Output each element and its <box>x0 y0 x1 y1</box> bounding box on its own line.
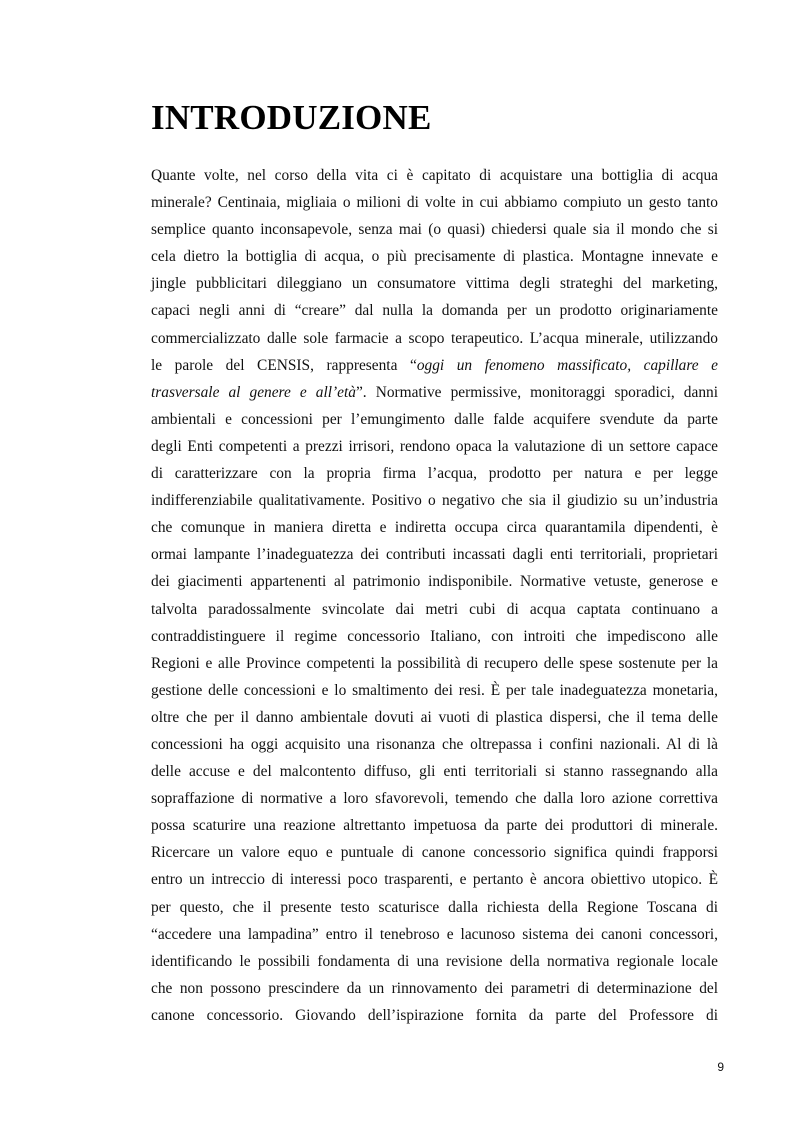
text-line: possa scaturire una reazione altrettanto impetuosa da parte dei produttori di minerale. <box>151 817 718 835</box>
text-line: delle accuse e del malcontento diffuso, gli enti territoriali si stanno rassegnando alla <box>151 763 718 781</box>
text-line: di caratterizzare con la propria firma l’acqua, prodotto per natura e per legge <box>151 465 718 483</box>
text-line: entro un intreccio di interessi poco trasparenti, e pertanto è ancora obiettivo utopico. È <box>151 871 718 889</box>
text-line: gestione delle concessioni e lo smaltimento dei resi. È per tale inadeguatezza monetaria, <box>151 681 718 699</box>
page-number: 9 <box>717 1060 724 1074</box>
text-line: identificando le possibili fondamenta di una revisione della normativa regionale locale <box>151 952 718 970</box>
text-line: concessioni ha oggi acquisito una risonanza che oltrepassa i confini nazionali. Al di là <box>151 735 718 753</box>
text-line: jingle pubblicitari dileggiano un consumatore vittima degli strateghi del marketing, <box>151 275 718 293</box>
text-line: semplice quanto inconsapevole, senza mai (o quasi) chiedersi quale sia il mondo che si <box>151 221 718 239</box>
text-line: Regioni e alle Province competenti la possibilità di recupero delle spese sostenute per la <box>151 654 718 672</box>
text-line: per questo, che il presente testo scaturisce dalla richiesta della Regione Toscana di <box>151 898 718 916</box>
text-line: degli Enti competenti a prezzi irrisori, rendono opaca la valutazione di un settore capace <box>151 437 718 455</box>
text-line: talvolta paradossalmente svincolate dai metri cubi di acqua captata continuano a <box>151 600 718 618</box>
text-line: che comunque in maniera diretta e indiretta occupa circa quarantamila dipendenti, è <box>151 519 718 537</box>
text-line: cela dietro la bottiglia di acqua, o più precisamente di plastica. Montagne innevate e <box>151 248 718 266</box>
text-line: minerale? Centinaia, migliaia o milioni di volte in cui abbiamo compiuto un gesto tanto <box>151 194 718 212</box>
text-line: le parole del CENSIS, rappresenta “oggi un fenomeno massificato, capillare e <box>151 356 718 374</box>
text-line: commercializzato dalle sole farmacie a scopo terapeutico. L’acqua minerale, utilizzando <box>151 329 718 347</box>
text-line: canone concessorio. Giovando dell’ispirazione fornita da parte del Professore di <box>151 1006 718 1024</box>
text-line: contraddistinguere il regime concessorio Italiano, con introiti che impediscono alle <box>151 627 718 645</box>
text-line: indifferenziabile qualitativamente. Positivo o negativo che sia il giudizio su un’industria <box>151 492 718 510</box>
text-line: dei giacimenti appartenenti al patrimonio indisponibile. Normative vetuste, generose e <box>151 573 718 591</box>
text-line: “accedere una lampadina” entro il tenebroso e lacunoso sistema dei canoni concessori, <box>151 925 718 943</box>
text-line: ormai lampante l’inadeguatezza dei contributi incassati dagli enti territoriali, proprietari <box>151 546 718 564</box>
text-line: Ricercare un valore equo e puntuale di canone concessorio significa quindi frapporsi <box>151 844 718 862</box>
text-line: che non possono prescindere da un rinnovamento dei parametri di determinazione del <box>151 979 718 997</box>
text-line: capaci negli anni di “creare” dal nulla la domanda per un prodotto originariamente <box>151 302 718 320</box>
text-line: ambientali e concessioni per l’emungimento dalle falde acquifere svendute da parte <box>151 410 718 428</box>
text-line: trasversale al genere e all’età”. Normative permissive, monitoraggi sporadici, danni <box>151 383 718 401</box>
text-line: oltre che per il danno ambientale dovuti ai vuoti di plastica dispersi, che il tema delle <box>151 708 718 726</box>
body-text <box>151 162 718 1029</box>
text-line: sopraffazione di normative a loro sfavorevoli, temendo che dalla loro azione correttiva <box>151 790 718 808</box>
text-line: Quante volte, nel corso della vita ci è capitato di acquistare una bottiglia di acqua <box>151 167 718 184</box>
chapter-title: INTRODUZIONE <box>151 98 432 137</box>
